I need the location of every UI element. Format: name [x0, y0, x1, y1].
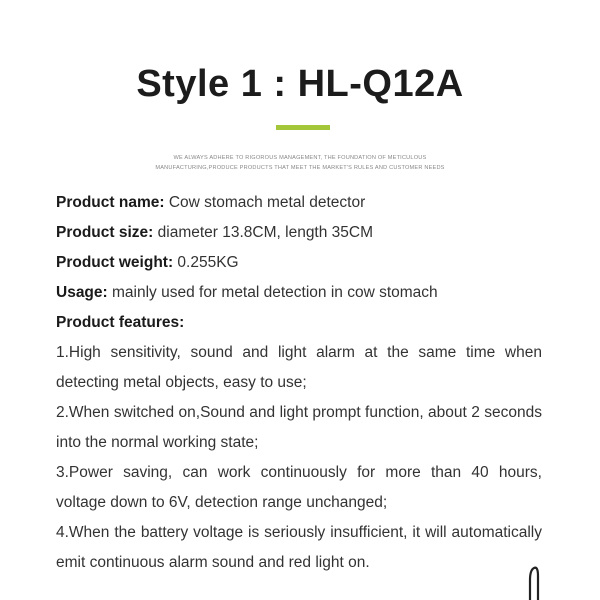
tagline-line-2: MANUFACTURING,PRODUCE PRODUCTS THAT MEET THE MARKET'S RULES AND CUSTOMER NEEDS [155, 165, 445, 171]
product-weight-label: Product weight: [56, 254, 174, 271]
page-title: Style 1 : HL-Q12A [136, 63, 464, 105]
tagline-line-1: WE ALWAYS ADHERE TO RIGOROUS MANAGEMENT, THE FOUNDATION OF METICULOUS [173, 155, 427, 161]
product-weight-value: 0.255KG [173, 254, 239, 271]
product-size-row [56, 218, 542, 248]
usage-row [56, 278, 542, 308]
product-spec-section [56, 188, 542, 578]
feature-item: 3.Power saving, can work continuously for more than 40 hours, voltage down to 6V, detection range unchanged; [56, 464, 542, 511]
product-weight-row [56, 248, 542, 278]
product-name-label: Product name: [56, 194, 165, 211]
product-size-value: diameter 13.8CM, length 35CM [153, 224, 374, 241]
title-accent-bar [276, 125, 330, 130]
product-size-label: Product size: [56, 224, 154, 241]
product-features-label: Product features: [56, 314, 185, 331]
product-features-heading-row [56, 308, 542, 338]
usage-label: Usage: [56, 284, 108, 301]
feature-item: 4.When the battery voltage is seriously insufficient, it will automatically emit continuous alarm sound and red light on. [56, 524, 542, 571]
feature-item: 2.When switched on,Sound and light prompt function, about 2 seconds into the normal working state; [56, 404, 542, 451]
product-name-value: Cow stomach metal detector [164, 194, 366, 211]
product-name-row [56, 188, 542, 218]
tagline [0, 153, 600, 173]
device-cable-graphic [514, 562, 554, 600]
usage-value: mainly used for metal detection in cow stomach [107, 284, 438, 301]
feature-item: 1.High sensitivity, sound and light alarm at the same time when detecting metal objects, easy to use; [56, 344, 542, 391]
